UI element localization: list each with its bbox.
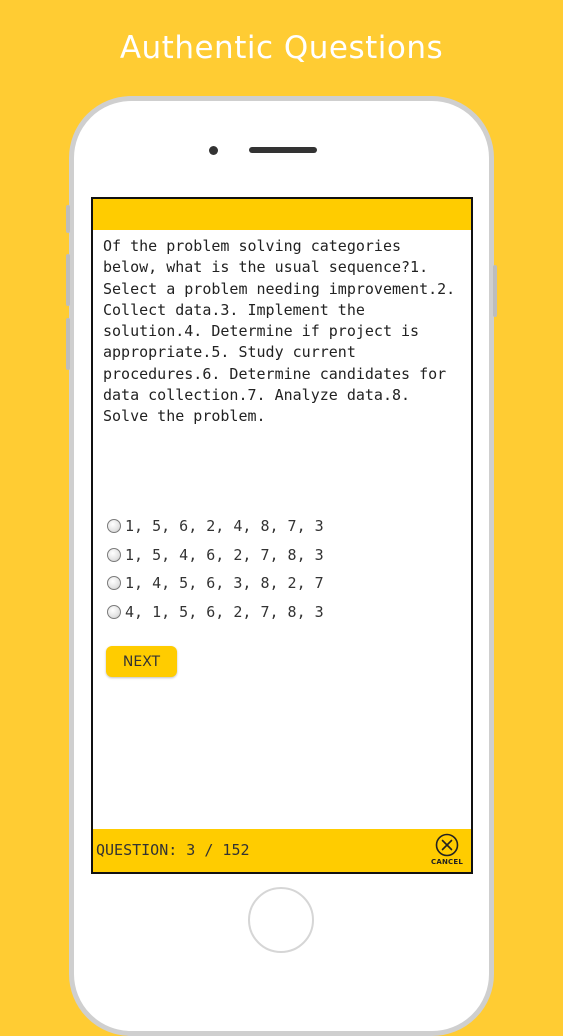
question-counter: QUESTION: 3 / 152 (96, 841, 250, 859)
phone-speaker (249, 147, 317, 153)
radio-button-icon[interactable] (107, 548, 121, 562)
radio-button-icon[interactable] (107, 605, 121, 619)
answer-option-label: 1, 5, 6, 2, 4, 8, 7, 3 (125, 517, 324, 536)
phone-home-button[interactable] (248, 887, 314, 953)
phone-power-button (493, 265, 497, 317)
phone-camera (209, 146, 218, 155)
phone-side-button (66, 205, 70, 233)
answer-options (107, 512, 447, 626)
cancel-label: CANCEL (431, 858, 463, 866)
quiz-screen (91, 197, 473, 874)
answer-option-label: 1, 4, 5, 6, 3, 8, 2, 7 (125, 574, 324, 593)
top-bar (93, 199, 471, 230)
circle-x-icon (435, 833, 459, 857)
phone-volume-down-button (66, 318, 70, 370)
answer-option[interactable] (107, 569, 447, 598)
radio-button-icon[interactable] (107, 519, 121, 533)
radio-button-icon[interactable] (107, 576, 121, 590)
answer-option-label: 1, 5, 4, 6, 2, 7, 8, 3 (125, 545, 324, 564)
cancel-button[interactable] (427, 833, 467, 870)
phone-volume-up-button (66, 254, 70, 306)
promo-title: Authentic Questions (119, 30, 444, 66)
next-button[interactable]: NEXT (106, 646, 177, 677)
answer-option[interactable] (107, 512, 447, 541)
answer-option-label: 4, 1, 5, 6, 2, 7, 8, 3 (125, 602, 324, 621)
question-text: Of the problem solving categories below, what is the usual sequence?1. Select a problem needing improvement.2. Collect data.3. Implement the solution.4. Determine if project is appropriate.5. Study current procedures.6. Determine candidates for data collection.7. Analyze data.8. Solve the problem. (103, 237, 456, 426)
answer-option[interactable] (107, 598, 447, 627)
bottom-bar (93, 829, 471, 872)
answer-option[interactable] (107, 541, 447, 570)
